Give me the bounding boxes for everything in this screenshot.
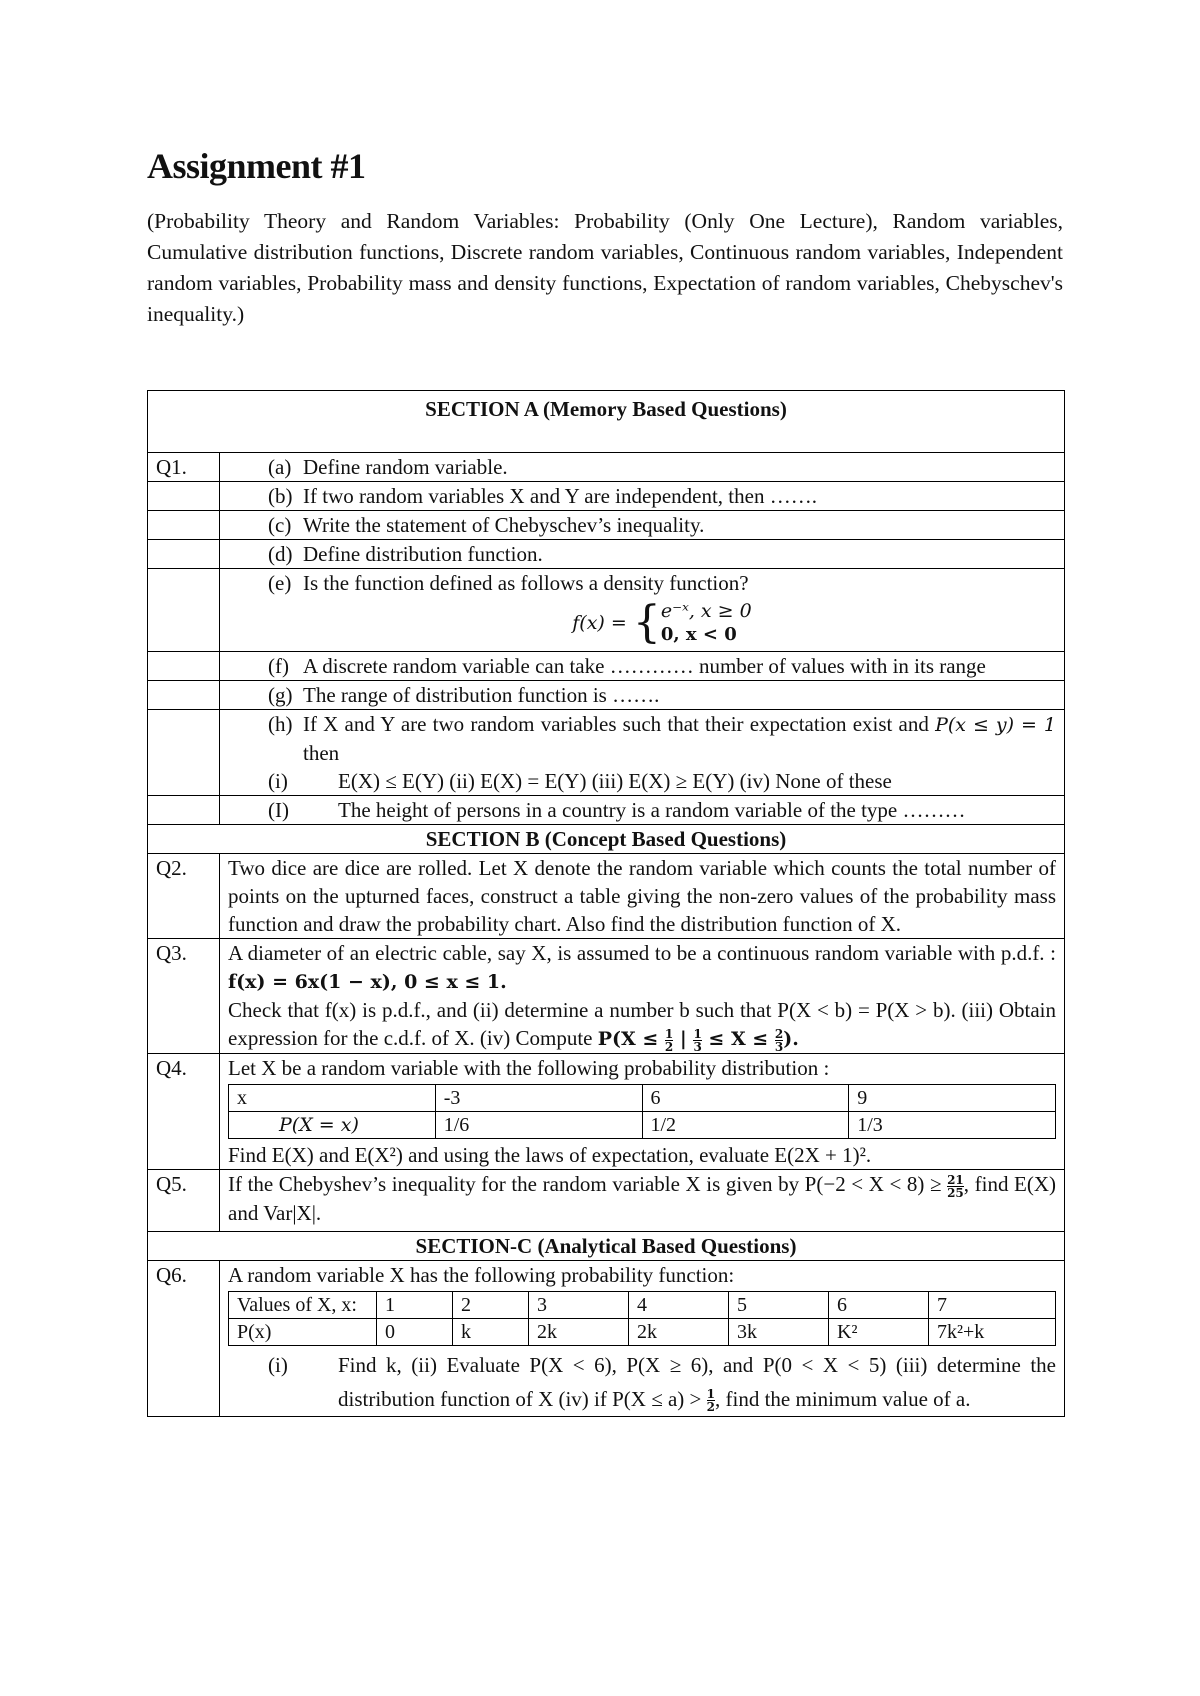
list-item	[220, 569, 1065, 652]
table-row	[148, 453, 1065, 482]
table-cell: k	[453, 1318, 529, 1345]
question-number: Q6.	[148, 1260, 220, 1416]
case-one: e⁻ˣ, x ≥ 0	[660, 600, 752, 622]
table-row	[148, 710, 1065, 796]
table-cell: 1/6	[435, 1112, 642, 1139]
fraction: $\frac{1}{3}$	[693, 1026, 702, 1054]
table-cell: K²	[829, 1318, 929, 1345]
fraction: $\frac{2}{3}$	[774, 1026, 784, 1054]
item-label: (e)	[268, 571, 292, 595]
table-row	[148, 1170, 1065, 1232]
table-cell: 3k	[729, 1318, 829, 1345]
question-body	[220, 1054, 1065, 1170]
table-row	[148, 939, 1065, 1054]
table-cell: 4	[629, 1291, 729, 1318]
q5-text1: If the Chebyshev’s inequality for the random variable X is given by P(−2 < X < 8) ≥	[228, 1172, 948, 1196]
item-label: (c)	[268, 513, 292, 537]
table-row	[229, 1085, 1056, 1112]
table-cell: Values of X, x:	[229, 1291, 377, 1318]
q6-text2: , find the minimum value of a.	[715, 1386, 971, 1411]
question-body	[220, 1170, 1065, 1232]
q4-intro: Let X be a random variable with the following probability distribution :	[228, 1056, 830, 1080]
table-cell: 2k	[529, 1318, 629, 1345]
table-row	[229, 1291, 1056, 1318]
table-cell: 7k²+k	[929, 1318, 1056, 1345]
table-cell: P(X = x)	[229, 1112, 436, 1139]
list-item	[220, 511, 1065, 540]
table-row	[148, 854, 1065, 939]
item-label: (I)	[268, 798, 289, 822]
page-title: Assignment #1	[147, 146, 366, 186]
table-cell: 6	[642, 1085, 849, 1112]
item-label: (b)	[268, 484, 293, 508]
item-label: (a)	[268, 455, 292, 479]
list-item	[220, 681, 1065, 710]
item-text: A discrete random variable can take ………… number of values with in its range	[303, 654, 986, 678]
left-brace-icon: {	[632, 597, 661, 648]
item-label: (i)	[268, 1352, 288, 1377]
q3-line2: Check that f(x) is p.d.f., and (ii) determine a number b such that P(X < b) = P(X > b). (iii) Obtain expression for the c.d.f. of X. (iv) Compute	[228, 998, 1056, 1050]
probability-table	[228, 1291, 1056, 1346]
formula-lhs: f(x) =	[572, 612, 633, 634]
item-text: Define distribution function.	[303, 542, 543, 566]
q6-parts	[228, 1348, 1056, 1416]
table-row	[148, 482, 1065, 511]
table-row	[229, 1318, 1056, 1345]
question-number: Q4.	[148, 1054, 220, 1170]
item-text: Define random variable.	[303, 455, 508, 479]
table-cell: 2k	[629, 1318, 729, 1345]
item-text: The range of distribution function is …….	[303, 683, 660, 707]
list-item	[220, 540, 1065, 569]
item-label: (h)	[268, 712, 293, 736]
item-text: Write the statement of Chebyschev’s inequality.	[303, 513, 705, 537]
table-cell: 6	[829, 1291, 929, 1318]
fraction: $\frac{1}{2}$	[706, 1387, 716, 1415]
table-cell: 0	[377, 1318, 453, 1345]
table-row	[148, 511, 1065, 540]
section-b-header-row	[148, 825, 1065, 854]
h-then: then	[303, 741, 340, 765]
density-formula	[268, 597, 1056, 651]
fraction: $\frac{21}{25}$	[947, 1172, 964, 1200]
table-cell: 9	[849, 1085, 1056, 1112]
section-a-heading: SECTION A (Memory Based Questions)	[148, 391, 1065, 453]
distribution-table	[228, 1084, 1056, 1139]
item-text: The height of persons in a country is a random variable of the type ………	[338, 798, 966, 822]
table-row	[148, 796, 1065, 825]
q3-line1: A diameter of an electric cable, say X, is assumed to be a continuous random variable with p.d.f. :	[228, 941, 1056, 965]
q6-intro: A random variable X has the following probability function:	[228, 1262, 735, 1287]
intro-paragraph: (Probability Theory and Random Variables: Probability (Only One Lecture), Random variables, Cumulative distribution functions, Discrete random variables, Continuous random variables, Independent random variables, Probability mass and density functions, Expectation of random variables, Chebyschev's inequality.)	[147, 209, 1063, 326]
table-cell: 5	[729, 1291, 829, 1318]
fraction: $\frac{1}{2}$	[664, 1026, 674, 1054]
list-item	[220, 482, 1065, 511]
list-item	[220, 796, 1065, 825]
question-number: Q2.	[148, 854, 220, 939]
question-number: Q5.	[148, 1170, 220, 1232]
table-row	[229, 1112, 1056, 1139]
table-cell: 1/2	[642, 1112, 849, 1139]
table-row	[148, 681, 1065, 710]
question-text: Two dice are dice are rolled. Let X denote the random variable which counts the total number of points on the upturned faces, construct a table giving the non-zero values of the probability mass function and draw the probability chart. Also find the distribution function of X.	[220, 854, 1065, 939]
table-row	[148, 652, 1065, 681]
questions-table	[147, 390, 1065, 1417]
table-cell: 7	[929, 1291, 1056, 1318]
table-row	[148, 1054, 1065, 1170]
list-item	[220, 652, 1065, 681]
h-options: E(X) ≤ E(Y) (ii) E(X) = E(Y) (iii) E(X) ≥ E(Y) (iv) None of these	[338, 769, 892, 793]
q6-text1: Find k, (ii) Evaluate P(X < 6), P(X ≥ 6), and P(0 < X < 5) (iii) determine the distribution function of X (iv) if P(X ≤ a) >	[338, 1352, 1056, 1411]
question-body	[220, 1260, 1065, 1416]
item-text: Is the function defined as follows a density function?	[303, 571, 749, 595]
item-label: (d)	[268, 542, 293, 566]
section-a-header-row	[148, 391, 1065, 453]
item-label: (f)	[268, 654, 289, 678]
q5-text2: , find E(X) and Var|X|.	[228, 1172, 1057, 1225]
table-cell: 3	[529, 1291, 629, 1318]
table-cell: P(x)	[229, 1318, 377, 1345]
q3-pdf: f(x) = 6x(1 − x), 0 ≤ x ≤ 1.	[228, 971, 507, 993]
question-body	[220, 939, 1065, 1054]
h-condition: P(x ≤ y) = 1	[935, 714, 1057, 736]
question-number: Q3.	[148, 939, 220, 1054]
section-b-heading: SECTION B (Concept Based Questions)	[148, 825, 1065, 854]
option-label: (i)	[268, 769, 288, 793]
section-c-heading: SECTION-C (Analytical Based Questions)	[148, 1231, 1065, 1260]
table-cell: 1/3	[849, 1112, 1056, 1139]
table-cell: x	[229, 1085, 436, 1112]
list-item	[220, 710, 1065, 796]
case-two: 0, x < 0	[660, 624, 737, 645]
formula-cases	[661, 599, 752, 647]
table-cell: -3	[435, 1085, 642, 1112]
item-text: If X and Y are two random variables such that their expectation exist and	[303, 712, 929, 736]
q3-condition: P(X ≤ $\frac{1}{2}$ | $\frac{1}{3}$ ≤ X ≤ $\frac{2}{3}$ ).	[597, 1026, 799, 1054]
item-text: If two random variables X and Y are independent, then …….	[303, 484, 817, 508]
table-row	[148, 569, 1065, 652]
item-label: (g)	[268, 683, 293, 707]
question-number: Q1.	[148, 453, 220, 482]
table-row	[148, 1260, 1065, 1416]
table-cell: 1	[377, 1291, 453, 1318]
table-cell: 2	[453, 1291, 529, 1318]
section-c-header-row	[148, 1231, 1065, 1260]
table-row	[148, 540, 1065, 569]
q4-outro: Find E(X) and E(X²) and using the laws of expectation, evaluate E(2X + 1)².	[228, 1143, 872, 1167]
list-item	[220, 453, 1065, 482]
